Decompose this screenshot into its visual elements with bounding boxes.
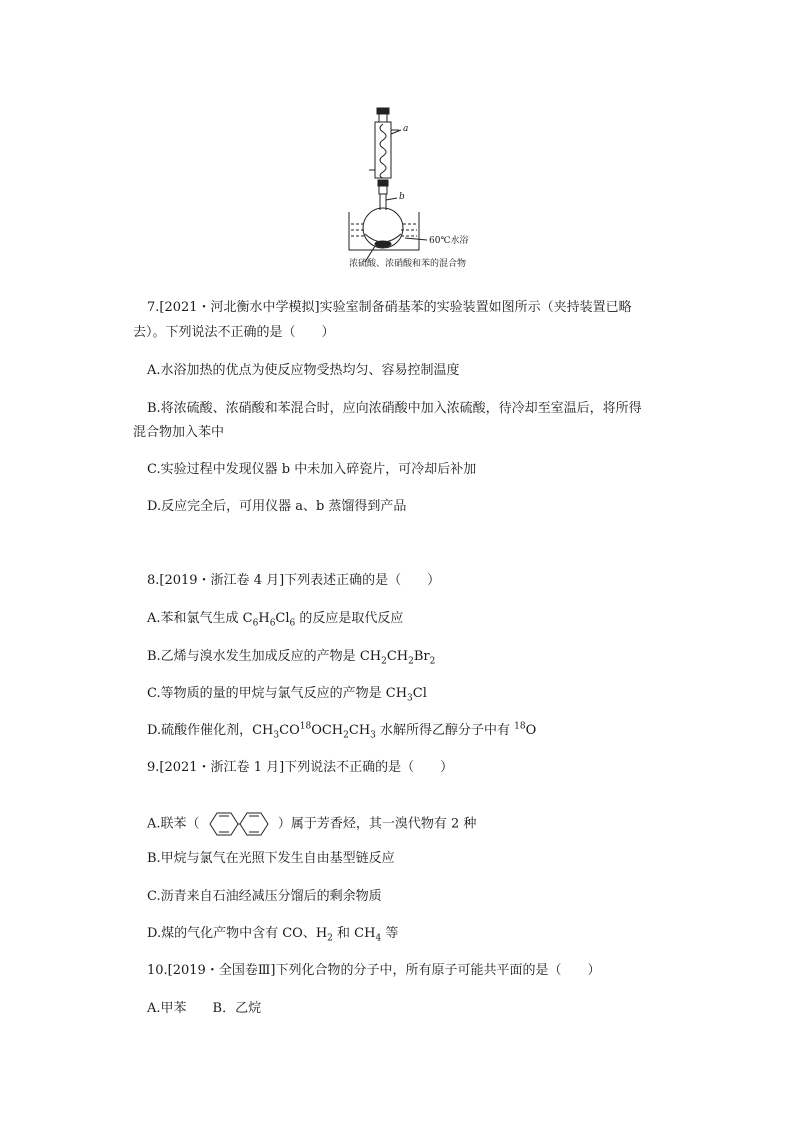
label-a: a <box>403 124 409 134</box>
label-b: b <box>399 192 405 202</box>
q7-stem-line2: 去）。下列说法不正确的是（ ） <box>133 325 335 340</box>
q10-stem: 10.[2019・全国卷Ⅲ]下列化合物的分子中，所有原子可能共平面的是（ ） <box>147 963 601 978</box>
q9-stem: 9.[2021・浙江卷 1 月]下列说法不正确的是（ ） <box>147 760 454 775</box>
nitrobenzene-apparatus-figure <box>335 100 505 275</box>
q8-option-c: C.等物质的量的甲烷与氯气反应的产物是 $CH_3Cl$ <box>147 686 427 704</box>
q8-option-d: D.硫酸作催化剂，$CH_3CO^{18}OCH_2CH_3$ 水解所得乙醇分子中有 $^{18}$O <box>147 721 537 741</box>
q7-option-b-line2: 混合物加入苯中 <box>133 425 225 440</box>
q7-option-c: C.实验过程中发现仪器 b 中未加入碎瓷片，可冷却后补加 <box>147 462 477 477</box>
bath-label: 60℃水浴 <box>429 236 469 246</box>
q10-options: A.甲苯 B．乙烷 <box>147 1001 262 1016</box>
q8-stem: 8.[2019・浙江卷 4 月]下列表述正确的是（ ） <box>147 573 441 588</box>
biphenyl-structure-icon <box>206 809 272 839</box>
q9-option-d: D.煤的气化产物中含有 CO、$H_2$ 和 $CH_4$ 等 <box>147 926 399 944</box>
figure-caption: 浓硫酸、浓硝酸和苯的混合物 <box>349 259 467 269</box>
q9-option-b: B.甲烷与氯气在光照下发生自由基型链反应 <box>147 851 395 866</box>
q9-option-a: A.联苯（ ）属于芳香烃，其一溴代物有 2 种 <box>147 809 476 839</box>
q7-option-b-line1: B.将浓硫酸、浓硝酸和苯混合时，应向浓硝酸中加入浓硫酸，待冷却至室温后，将所得 <box>147 401 642 416</box>
q7-option-a: A.水浴加热的优点为使反应物受热均匀、容易控制温度 <box>147 363 460 378</box>
q8-option-a: A.苯和氯气生成 $C_6H_6Cl_6$ 的反应是取代反应 <box>147 611 404 629</box>
apparatus-drawing <box>335 100 505 275</box>
q9-option-c: C.沥青来自石油经减压分馏后的剩余物质 <box>147 889 382 904</box>
q8-option-b: B.乙烯与溴水发生加成反应的产物是 $CH_2CH_2Br_2$ <box>147 649 436 667</box>
q7-option-d: D.反应完全后，可用仪器 a、b 蒸馏得到产品 <box>147 499 407 514</box>
q7-stem-line1: 7.[2021・河北衡水中学模拟]实验室制备硝基苯的实验装置如图所示（夹持装置已略 <box>147 300 632 315</box>
